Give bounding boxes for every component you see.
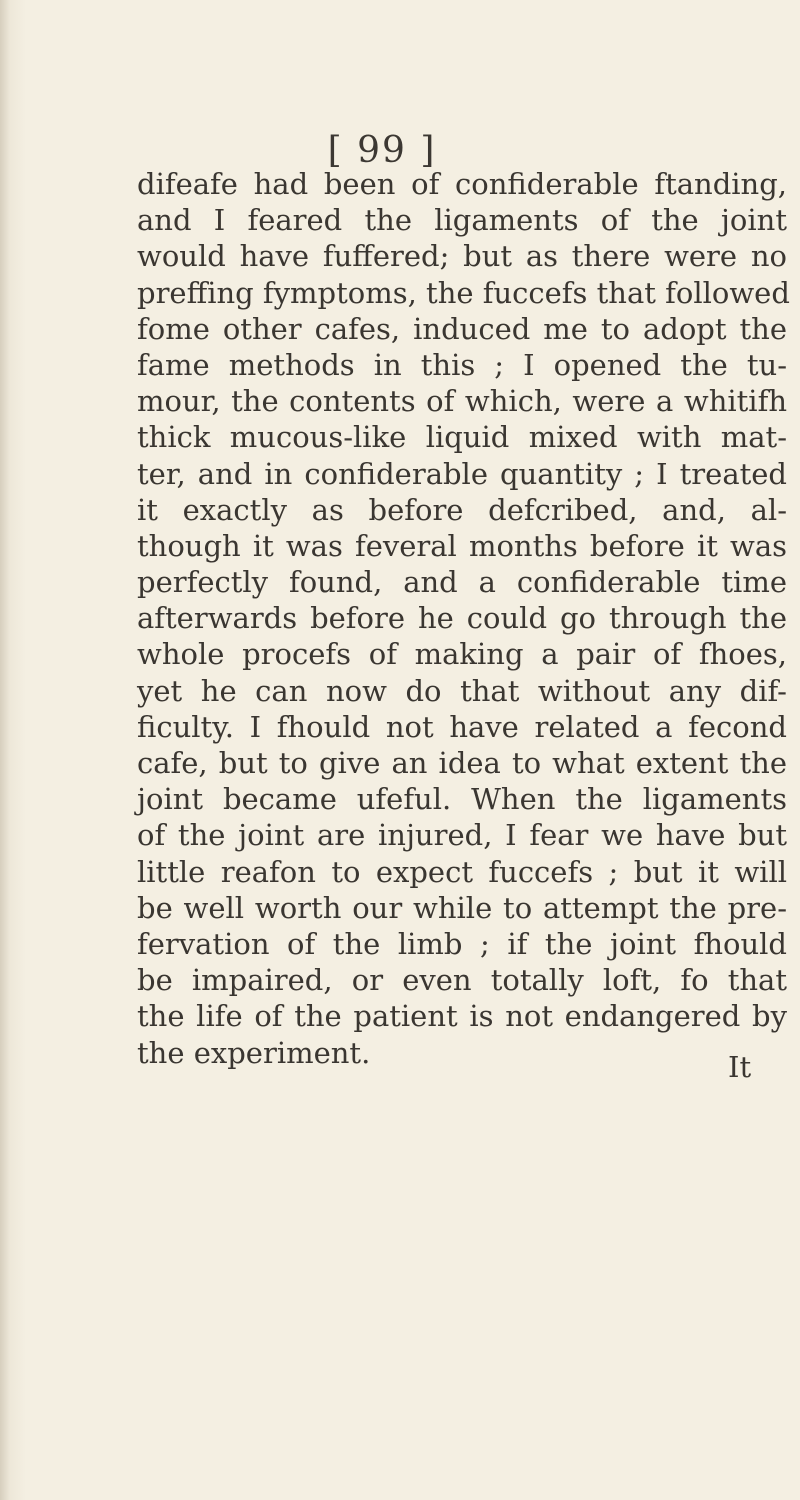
- text-line: be impaired, or even totally loft, fo that: [137, 963, 787, 998]
- text-line: the experiment.: [137, 1035, 371, 1070]
- text-line: mour, the contents of which, were a whitifh: [137, 384, 787, 419]
- text-line: it exactly as before defcribed, and, al-: [137, 492, 787, 527]
- text-line: and I feared the ligaments of the joint: [137, 203, 787, 238]
- text-line: preffing fymptoms, the fuccefs that followed: [137, 275, 790, 310]
- text-line: joint became ufeful. When the ligaments: [137, 782, 787, 817]
- text-line: difeafe had been of confiderable ftanding,: [137, 167, 787, 201]
- text-line: afterwards before he could go through the: [137, 601, 787, 636]
- body-text: [137, 166, 790, 1071]
- text-line: yet he can now do that without any dif-: [137, 673, 787, 708]
- text-line: would have fuffered; but as there were no: [137, 239, 787, 274]
- text-line: cafe, but to give an idea to what extent the: [137, 746, 787, 780]
- text-line: ficulty. I fhould not have related a fecond: [137, 709, 787, 744]
- text-line: fervation of the limb ; if the joint fhould: [137, 926, 787, 961]
- text-line: thick mucous-like liquid mixed with mat-: [137, 420, 787, 455]
- text-line: the life of the patient is not endangered by: [137, 999, 787, 1034]
- text-line: perfectly found, and a confiderable time: [137, 565, 787, 600]
- text-line: little reafon to expect fuccefs ; but it will: [137, 854, 787, 889]
- catchword: It: [728, 1050, 752, 1084]
- text-line: though it was feveral months before it was: [137, 528, 787, 563]
- text-line: fome other cafes, induced me to adopt the: [137, 311, 787, 346]
- page-number: [ 99 ]: [327, 130, 437, 171]
- text-line: ter, and in confiderable quantity ; I treated: [137, 456, 787, 491]
- text-line: whole procefs of making a pair of fhoes,: [137, 637, 787, 672]
- text-line: be well worth our while to attempt the pre-: [137, 890, 787, 925]
- text-line: of the joint are injured, I fear we have but: [137, 818, 787, 853]
- text-line: fame methods in this ; I opened the tu-: [137, 347, 787, 382]
